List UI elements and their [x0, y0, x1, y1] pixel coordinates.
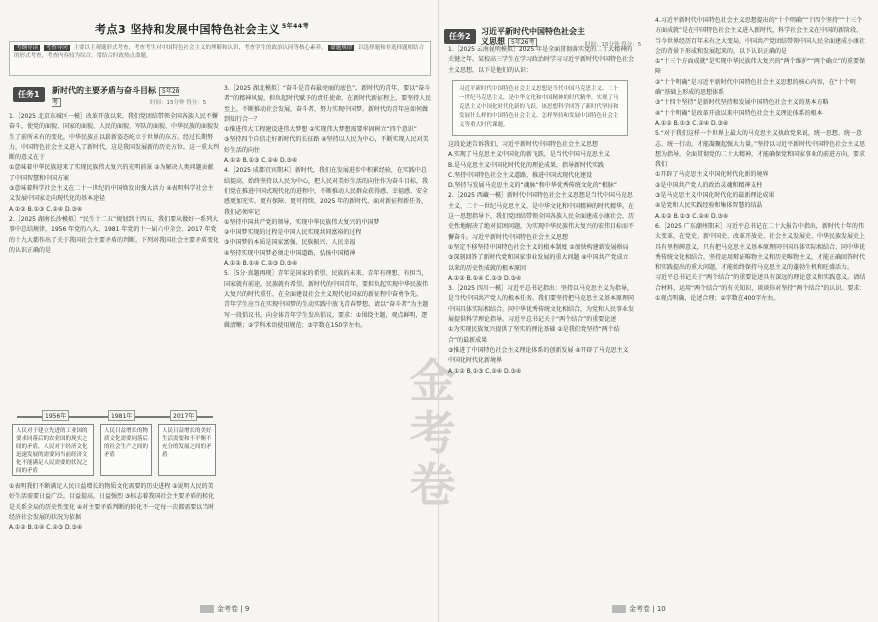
t2-q4-option-1: ①“十三个方面成就”是实现中华民族伟大复兴的“两个维护”“两个确立”的重要保障	[655, 58, 866, 76]
section-title	[95, 21, 309, 37]
t2-question-6-task: 习近平总书记关于“两个结合”的重要论述具有深远的理论意义和实践意义。请结合材料，运用“两个结合”的有关知识，谈谈你对坚持“两个结合”的认识。要求：①观点明确，论述合理；②字数在400字左右。	[655, 274, 866, 303]
question-1-stem: 1.［2025 北京东城区一模］改革开放以来，我们党团结带领全国各族人民不懈奋斗，使党的面貌、国家的面貌、人民的面貌、军队的面貌、中华民族的面貌发生了前所未有的变化，中华民族正以崭新姿态屹立于世界的东方。经过长期努力，中国特色社会主义进入了新时代，这是我国发展新的历史方位。这一重大判断的意义在于	[9, 113, 220, 162]
q1-option-line-1: ①意味着中华民族迎来了实现民族伟大复兴的光明前景 ②为解决人类问题贡献了中国智慧和中国方案	[9, 164, 214, 182]
column-3-top	[448, 45, 634, 76]
q1-option-line-2: ③意味着科学社会主义在二十一世纪的中国焕发出强大活力 ④表明科学社会主义发展中国家走向现代化的基本途径	[9, 185, 214, 203]
q3-option-2: ③坚持四个自信走好新时代的长征路 ④坚持以人民为中心，不断实现人民对美好生活的向往	[224, 136, 429, 154]
t2-q2-choices: A.①② B.①④ C.②③ D.③④	[448, 274, 522, 282]
watermark-stamp	[395, 354, 470, 512]
t2-q3-option-2: ③推进了中国特色社会主义理论体系的创新发展 ④开辟了马克思主义中国化时代化新境界	[448, 346, 629, 365]
task1-title-text: 新时代的主要矛盾与奋斗目标	[52, 86, 156, 95]
task1-badge: 任务1	[13, 87, 45, 102]
t2-q5-option-1: ①开辟了马克思主义中国化时代化新的境界	[655, 171, 769, 179]
q4-option-4: ④坚持实现中国梦必须走中国道路，弘扬中国精神	[224, 249, 356, 257]
section-title-text: 考点3 坚持和发展中国特色社会主义	[95, 23, 280, 36]
t2-q5-option-4: ④是党和人民实践经验和集体智慧的结晶	[655, 202, 763, 210]
column-4	[655, 16, 867, 304]
q2-choices: A.①② B.①④ C.②③ D.③④	[9, 524, 83, 532]
question-3-stem: 3.［2025 湖北模拟］“奋斗是青春最亮丽的底色”。新时代的青年，要以“奋斗者”的精神风貌，担负起时代赋予的责任使命，在新时代新征程上，要坚持人民至上，不断推动社会发展，奋斗者，努力实现中国梦。新时代的青年应如何做到知行合一？	[224, 85, 432, 123]
t2-q3-option-1: ①为实现民族复兴提供了坚实的理论基础 ②是我们党坚持“两个结合”的最新成果	[448, 326, 620, 344]
t2-q1-option-a: A.实现了马克思主义中国化的新飞跃，是当代中国马克思主义	[448, 151, 610, 159]
task2-title-text: 习近平新时代中国特色社会主义思想	[481, 27, 585, 46]
footer-right-page: 10	[656, 605, 666, 613]
task2-meta: 时间：15分钟 得分：5	[585, 42, 642, 48]
q1-choices: A.①② B.①③ C.②④ D.③④	[9, 205, 83, 213]
timeline-year-1981: 1981年	[108, 410, 135, 421]
t2-question-5-stem: 5.“对于我们这样一个世界上最大的马克思主义执政党来说，统一思想、统一意志、统一行动，才能凝聚起强大力量。”坚持以习近平新时代中国特色社会主义思想为指导，全面贯彻党的二十大精神，才能确保党和国家事业的前进方向，要求我们	[655, 130, 866, 169]
footer-right-brand: 金考卷	[629, 605, 650, 613]
t2-q1-option-b: B.是马克思主义中国化时代化的理论成果，指导新时代实践	[448, 161, 605, 169]
question-5-stem: 5.［5分·真题再现］青年是国家的希望、民族的未来。青年有理想、有担当，国家就有前途，民族就有希望。新时代的中国青年，要担负起实现中华民族伟大复兴的时代重任，在全面建设社会主义现代化国家的新征程中奋勇争先。	[224, 270, 429, 298]
t2-q4-option-2: ②“十个明确”是习近平新时代中国特色社会主义思想的核心内容，在“十个明确”基础上形成的思想体系	[655, 78, 856, 97]
q4-option-3: ③中国梦的本质是国家富强、民族振兴、人民幸福	[224, 239, 356, 247]
q3-option-1: ①推进伟大工程建设进伟大梦想 ②实现伟大梦想需要牢固树立“四个意识”	[224, 126, 417, 134]
t2-question-6-stem: 6.［2025 广东潮州期末］习近平总书记在二十大报告中指出，新时代十年的伟大变革，在党史、新中国史、改革开放史、社会主义发展史、中华民族发展史上具有里程碑意义。只有把马克思主义基本原理同中国具体实际相结合、同中华优秀传统文化相结合，坚持运用辩证唯物主义和历史唯物主义，才能正确回答时代和实践提出的重大问题，才能始终保持马克思主义的蓬勃生机和旺盛活力。	[655, 222, 866, 272]
question-5-task: 青年学生应当在实现中国梦的生动实践中放飞青春梦想。请以“奋斗者”为主题写一段倡议书，向全体青年学生发出倡议。要求：①围绕主题，观点鲜明，逻辑清晰；②学科术语使用规范；③字数在150字左右。	[224, 301, 429, 329]
brand-logo-icon	[200, 605, 214, 613]
footer-left-brand: 金考卷	[217, 605, 238, 613]
exam-guide-text: 主要以主观题形式考查，考查考生对中国特色社会主义的理解和认识，考查学生的政治认同等核心素养。	[73, 45, 327, 51]
t2-question-2-stem: 2.［2025 西藏一模］新时代中国特色社会主义思想是当代中国马克思主义、二十一世纪马克思主义，是中华文化和中国精神的时代精华。在这一思想指导下，我们党团结带领全国各族人民全面建成小康社会，历史性地解决了绝对贫困问题，为实现中华民族伟大复兴的宏伟目标而不懈奋斗。习近平新时代中国特色社会主义思想	[448, 192, 635, 241]
footer-right: 金考卷 | 10	[612, 604, 666, 614]
watermark-char-3: 卷	[409, 458, 456, 512]
t2-q4-option-4: ④“十个明确”是改革开放以来中国特色社会主义理论体系的根本	[655, 109, 823, 117]
t2-q1-option-c: C.坚持中国特色社会主义道路，推进中国式现代化建设	[448, 171, 593, 179]
brand-logo-icon	[612, 605, 626, 613]
section-title-tag: 5年44考	[281, 23, 310, 31]
task1-meta: 时间：15分钟 得分：5	[150, 100, 207, 106]
t2-q4-choices: A.①② B.①③ C.②④ D.③④	[655, 119, 729, 127]
question-4-stem: 4.［2025 成都宜宾期末］新时代，我们在发展进步中积累经验，在实践中总结提高，始终坚持以人民为中心，把人民对美好生活的向往作为奋斗目标，我们党在推进中国式现代化的进程中，不断推动人民群众获得感、幸福感、安全感更加充实、更有保障、更可持续，2025 年的新时代，面对新征程新任务，我们必须牢记	[224, 167, 429, 216]
q3-choices: A.①② B.①③ C.②④ D.③④	[224, 157, 298, 165]
t2-q5-choices: A.①② B.①③ C.②④ D.③④	[655, 212, 729, 220]
q4-option-2: ②中国梦实现的过程是中国人民实现共同富裕的过程	[224, 229, 362, 237]
t2-question-3-stem: 3.［2025 四川一模］习近平总书记指出：坚持以马克思主义为指导，是当代中国共产党人的根本任务。我们要坚持把马克思主义基本原理同中国具体实际相结合，同中华优秀传统文化相结合，为党和人民事业发展提供科学理论指导。习近平总书记关于“两个结合”的重要论述	[448, 285, 635, 324]
column-1	[9, 112, 219, 256]
task2-goal: 5年26考	[508, 38, 537, 47]
t2-question-1-stem: 1.［2025 云南昆明模拟］2025 年是全面贯彻落实党的二十大精神的关键之年。某校高三学生在学习政治时学习习近平新时代中国特色社会主义思想，以下是他们的认识：	[448, 46, 635, 74]
exam-guide-text-2: 以选择题和非选择题相结合的形式考查，考查内容较为综合，常结合时政热点命题。	[14, 45, 425, 59]
t2-q1-tail: 这段论述告诉我们，习近平新时代中国特色社会主义思想	[448, 141, 599, 148]
t2-q5-option-3: ③是马克思主义中国化时代化的最新理论成果	[655, 192, 775, 200]
t2-question-4-stem: 4.习近平新时代中国特色社会主义思想提出的“十个明确”“十四个坚持”“十三个方面成就”是在中国特色社会主义进入新时代，科学社会主义在中国的新阶段，当今世界经历百年未有之大变局，中国共产党团结带领中国人民全面建成小康社会的背景下形成和发展起来的，以下认识正确的是	[655, 17, 866, 55]
task2-badge: 任务2	[444, 29, 476, 44]
timeline-box-1981: 人民日益增长的物质文化需要同落后的社会生产之间的矛盾	[100, 424, 152, 476]
t2-q5-option-2: ②是中国共产党人的政治灵魂和精神支柱	[655, 181, 763, 189]
contradiction-timeline	[12, 410, 217, 478]
t2-q1-option-d: D.坚持与发展马克思主义的“魂脉”和中华优秀传统文化的“根脉”	[448, 182, 617, 190]
column-2	[224, 84, 432, 331]
exam-label-1: 考纲导读	[16, 45, 39, 51]
timeline-box-2017: 人民日益增长的美好生活需要和不平衡不充分的发展之间的矛盾	[158, 424, 216, 476]
exam-guide-box	[9, 41, 431, 76]
footer-left-page: 9	[244, 605, 250, 613]
exam-label-2: 考查导向	[45, 45, 68, 51]
exam-label-3: 命题规律	[330, 45, 353, 51]
footer-left: 金考卷 | 9	[200, 604, 249, 614]
watermark-char-1: 金	[409, 354, 456, 408]
timeline-year-1956: 1956年	[42, 410, 69, 421]
q2-option-lines: ①表明我们不断满足人民日益增长的物质文化需要的历史进程 ②说明人民的美好生活需要日益广泛，目益提高，日益强烈 ③标志着我国社会主要矛盾的转化是关系全局的历史性变化 ④对主要矛盾判断的转化不一定每一次都需要以当时经济社会发展的状况为依据	[9, 483, 215, 521]
t2-q4-option-3: ③“十四个坚持”是新时代坚持和发展中国特色社会主义的基本方略	[655, 99, 829, 107]
q4-option-1: ①坚持中国共产党的领导，实现中华民族伟大复兴的中国梦	[224, 218, 380, 226]
quote-box: 习近平新时代中国特色社会主义思想是当代中国马克思主义、二十一世纪马克思主义，是中华文化和中国精神的时代精华，实现了马克思主义中国化时代化新的飞跃。该思想科学回答了新时代坚持和发展什么样的中国特色社会主义、怎样坚持和发展中国特色社会主义等重大时代课题。	[452, 80, 628, 136]
column-1-lower	[9, 482, 219, 533]
question-2-stem: 2.［2025 湖南长沙模拟］“民生十二五”规划到十四五，我们要从做好一系列大事中总结规律，1956 年党的八大、1981 年党的十一届六中全会、2017 年党的十九大都作出了关于我国社会主要矛盾的判断。下列对我国社会主要矛盾变化的认识正确的是	[9, 215, 220, 254]
t2-q2-options: ①坚定不移坚持中国特色社会主义的根本制度 ②加快构建新发展格局 ③深刻回答了新时代党和国家事业发展的重大问题 ④中国共产党成立以来的历史性成就的根本原因	[448, 243, 629, 272]
watermark-char-2: 考	[409, 406, 456, 460]
timeline-box-1956: 人民对于建立先进的工业国的要求同落后的农业国的现实之间的矛盾，人民对于经济文化迅速发展的需要同当前经济文化不能满足人民需要的状况之间的矛盾	[12, 424, 94, 476]
task1-goal: 5年28考	[52, 88, 180, 106]
t2-q3-choices: A.①② B.①③ C.②④ D.③④	[448, 367, 522, 375]
q4-choices: A.①② B.①④ C.②③ D.③④	[224, 260, 298, 268]
column-3	[448, 140, 634, 377]
timeline-year-2017: 2017年	[170, 410, 197, 421]
